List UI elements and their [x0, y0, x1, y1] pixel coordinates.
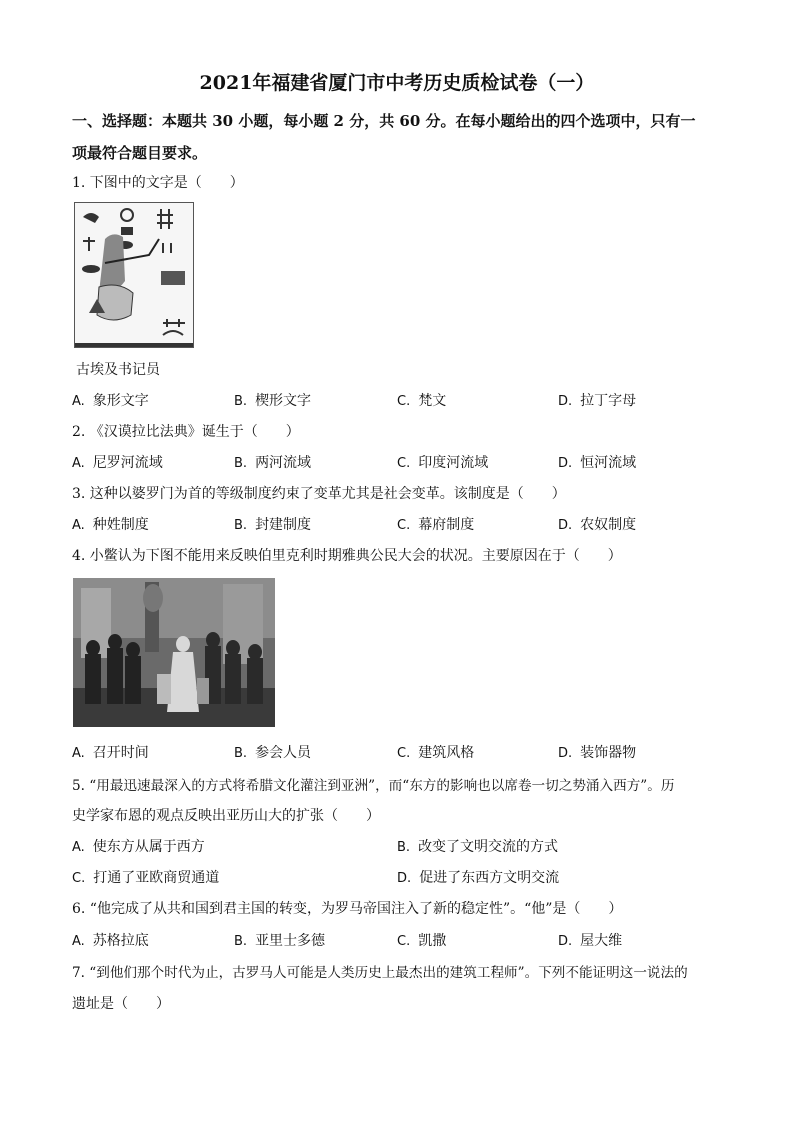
q3-option-d: D. 农奴制度 — [558, 517, 637, 533]
question-1-stem: 1. 下图中的文字是（ ） — [72, 175, 244, 191]
q1-option-c: C. 梵文 — [397, 393, 447, 409]
question-4-stem: 4. 小鳖认为下图不能用来反映伯里克利时期雅典公民大会的状况。主要原因在于（ ） — [72, 548, 622, 564]
egyptian-scribe-image — [74, 202, 194, 348]
section-heading-line1: 一、选择题：本题共 30 小题，每小题 2 分，共 60 分。在每小题给出的四个选项中，只有一 — [72, 112, 696, 130]
q6-option-d: D. 屋大维 — [558, 933, 623, 949]
q3-option-c: C. 幕府制度 — [397, 517, 475, 533]
q3-option-a: A. 种姓制度 — [72, 517, 149, 533]
q5-option-c: C. 打通了亚欧商贸通道 — [72, 870, 220, 886]
q5-option-a: A. 使东方从属于西方 — [72, 839, 205, 855]
section-heading-line2: 项最符合题目要求。 — [72, 144, 208, 162]
question-6-stem: 6. “他完成了从共和国到君主国的转变，为罗马帝国注入了新的稳定性”。“他”是（ ） — [72, 901, 623, 917]
q6-option-c: C. 凯撒 — [397, 933, 447, 949]
question-2-stem: 2. 《汉谟拉比法典》诞生于（ ） — [72, 424, 300, 440]
q2-option-b: B. 两河流域 — [234, 455, 312, 471]
q3-option-b: B. 封建制度 — [234, 517, 312, 533]
q1-option-b: B. 楔形文字 — [234, 393, 312, 409]
question-3-stem: 3. 这种以婆罗门为首的等级制度约束了变革尤其是社会变革。该制度是（ ） — [72, 486, 566, 502]
q5-option-d: D. 促进了东西方文明交流 — [397, 870, 560, 886]
page-title: 2021年福建省厦门市中考历史质检试卷（一） — [199, 72, 595, 94]
question-5-stem-line2: 史学家布恩的观点反映出亚历山大的扩张（ ） — [72, 808, 380, 824]
question-5-stem-line1: 5. “用最迅速最深入的方式将希腊文化灌注到亚洲”，而“东方的影响也以席卷一切之势涌入西方”。历 — [72, 778, 675, 794]
q2-option-d: D. 恒河流域 — [558, 455, 637, 471]
question-1-caption: 古埃及书记员 — [76, 362, 160, 378]
q4-option-b: B. 参会人员 — [234, 745, 312, 761]
q6-option-b: B. 亚里士多德 — [234, 933, 326, 949]
q1-option-a: A. 象形文字 — [72, 393, 149, 409]
q6-option-a: A. 苏格拉底 — [72, 933, 149, 949]
q2-option-a: A. 尼罗河流域 — [72, 455, 163, 471]
q5-option-b: B. 改变了文明交流的方式 — [397, 839, 559, 855]
athenian-assembly-image — [73, 578, 275, 727]
q4-option-a: A. 召开时间 — [72, 745, 149, 761]
question-7-stem-line1: 7. “到他们那个时代为止，古罗马人可能是人类历史上最杰出的建筑工程师”。下列不能证明这一说法的 — [72, 965, 688, 981]
q4-option-c: C. 建筑风格 — [397, 745, 475, 761]
q4-option-d: D. 装饰器物 — [558, 745, 637, 761]
q1-option-d: D. 拉丁字母 — [558, 393, 637, 409]
question-7-stem-line2: 遗址是（ ） — [72, 996, 170, 1012]
q2-option-c: C. 印度河流域 — [397, 455, 489, 471]
